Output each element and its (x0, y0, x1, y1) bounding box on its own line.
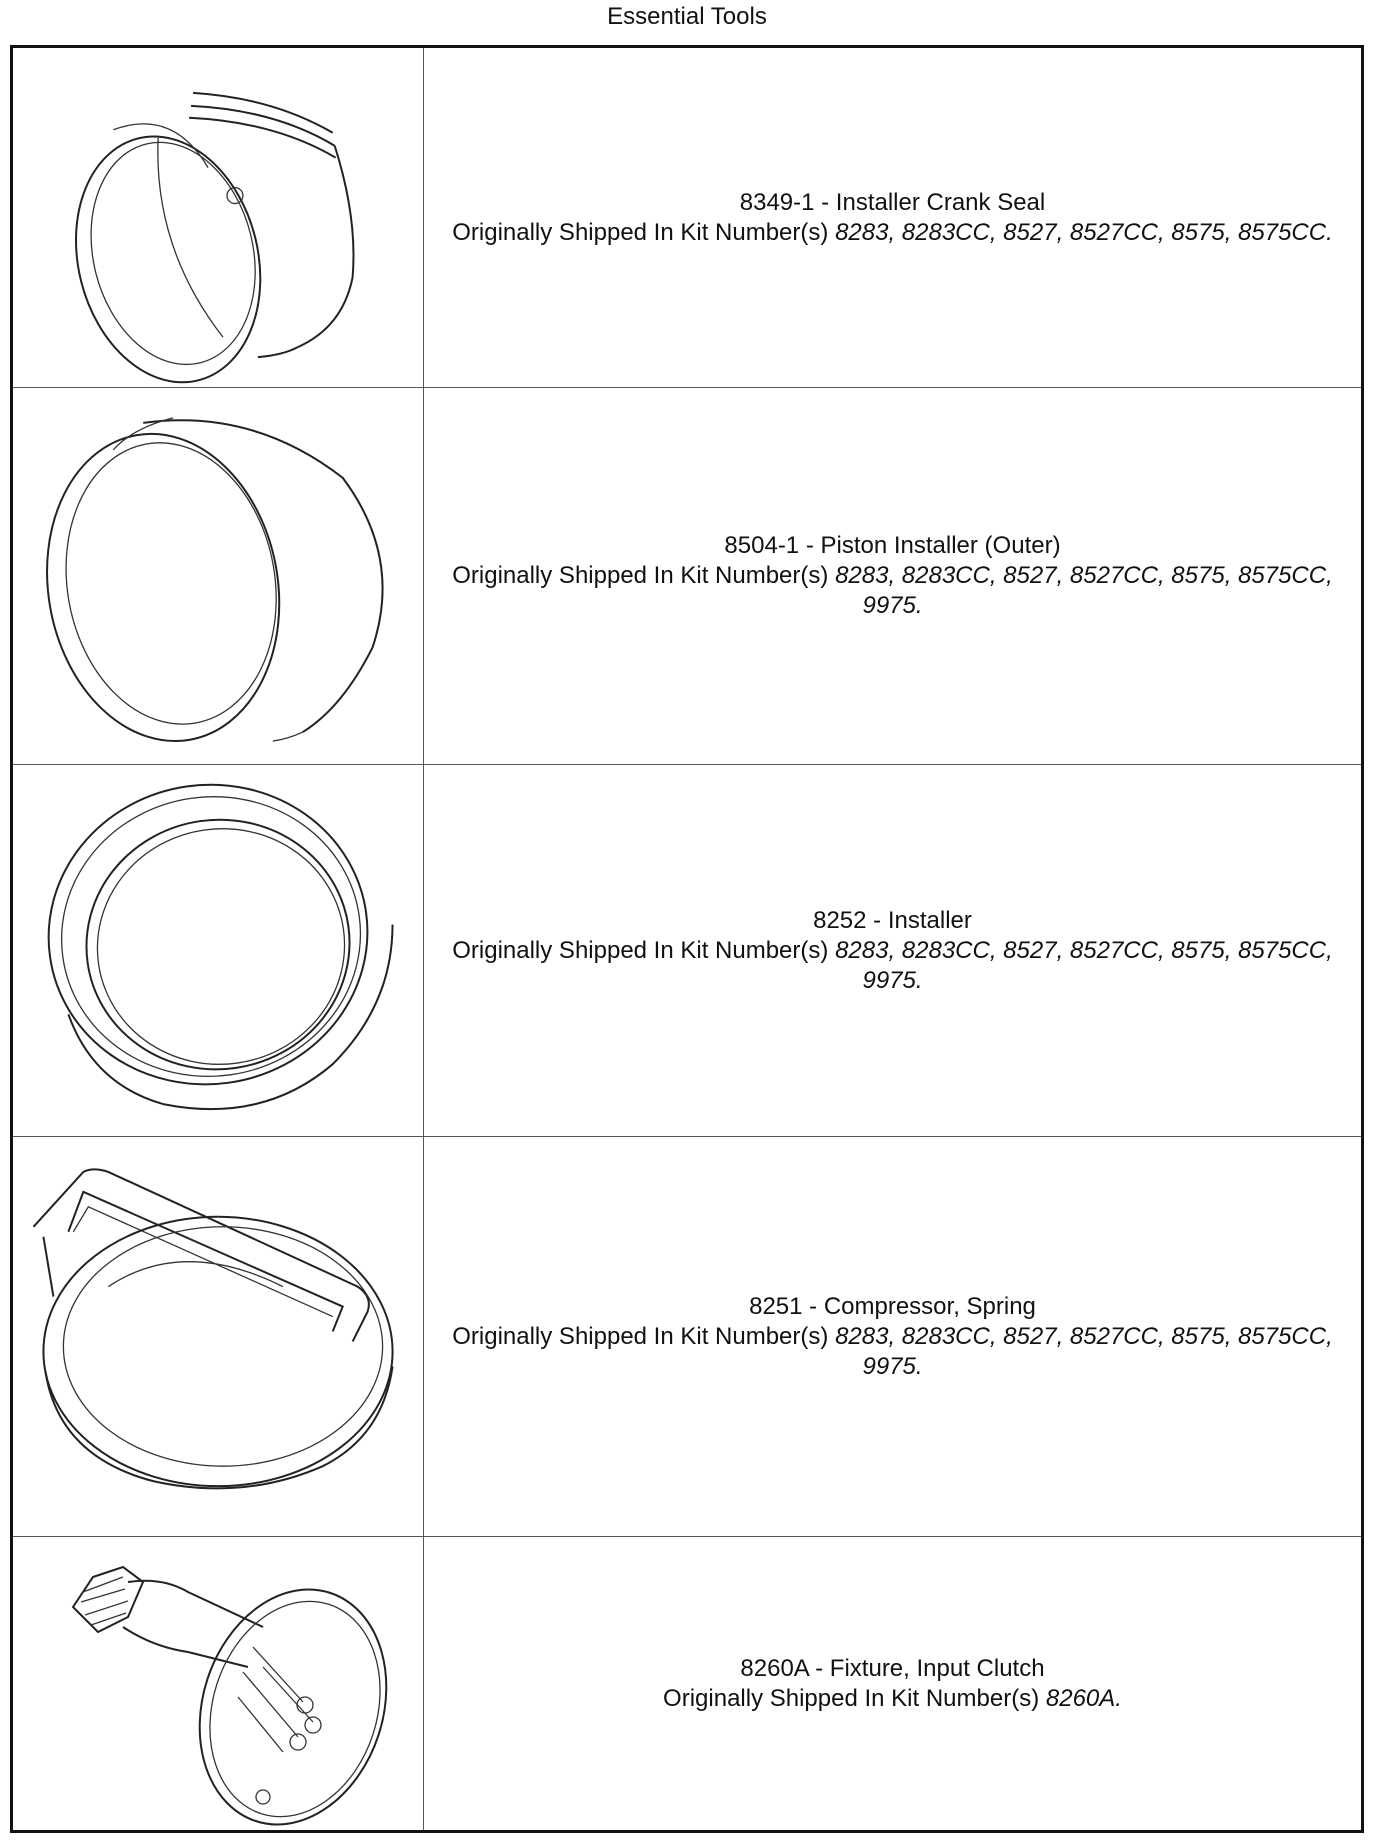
input-clutch-fixture-illustration (13, 1537, 424, 1830)
tool-image-cell (13, 1137, 424, 1536)
kit-numbers: 8283, 8283CC, 8527, 8527CC, 8575, 8575CC, 9975. (835, 562, 1333, 619)
tool-name: 8349-1 - Installer Crank Seal (739, 188, 1046, 216)
installer-ring-illustration (13, 765, 424, 1136)
tool-row-8260A (13, 1537, 1361, 1830)
tool-row-8252 (13, 765, 1361, 1137)
tool-text-cell (424, 388, 1361, 764)
tool-name: 8260A - Fixture, Input Clutch (740, 1654, 1045, 1682)
tool-kits-line (433, 1322, 1353, 1382)
tool-row-8504-1 (13, 388, 1361, 765)
tool-row-8251 (13, 1137, 1361, 1537)
tool-image-cell (13, 1537, 424, 1830)
piston-installer-illustration (13, 388, 424, 764)
tool-name: 8252 - Installer (813, 906, 972, 934)
tool-kits-line (433, 561, 1353, 621)
shipped-label: Originally Shipped In Kit Number(s) (452, 936, 829, 964)
tools-table (10, 45, 1364, 1833)
tool-kits-line (433, 1684, 1353, 1714)
shipped-label: Originally Shipped In Kit Number(s) (452, 1322, 829, 1350)
tool-image-cell (13, 48, 424, 387)
tool-kits-line (433, 218, 1353, 248)
kit-numbers: 8260A. (1045, 1684, 1122, 1712)
kit-numbers: 8283, 8283CC, 8527, 8527CC, 8575, 8575CC, 9975. (835, 1322, 1333, 1380)
page-title: Essential Tools (607, 3, 767, 30)
spring-compressor-illustration (13, 1137, 424, 1536)
tool-text-cell (424, 1537, 1361, 1830)
tool-kits-line (433, 936, 1353, 996)
tool-name: 8504-1 - Piston Installer (Outer) (724, 532, 1061, 559)
tool-row-8349-1 (13, 48, 1361, 388)
tool-text-cell (424, 48, 1361, 387)
tool-name: 8251 - Compressor, Spring (749, 1292, 1036, 1320)
shipped-label: Originally Shipped In Kit Number(s) (452, 218, 829, 246)
shipped-label: Originally Shipped In Kit Number(s) (452, 562, 829, 589)
tool-text-cell (424, 1137, 1361, 1536)
kit-numbers: 8283, 8283CC, 8527, 8527CC, 8575, 8575CC, 9975. (835, 936, 1333, 994)
shipped-label: Originally Shipped In Kit Number(s) (663, 1684, 1040, 1712)
tool-image-cell (13, 765, 424, 1136)
tool-image-cell (13, 388, 424, 764)
kit-numbers: 8283, 8283CC, 8527, 8527CC, 8575, 8575CC. (835, 218, 1333, 246)
crank-seal-installer-illustration (13, 48, 424, 387)
tool-text-cell (424, 765, 1361, 1136)
